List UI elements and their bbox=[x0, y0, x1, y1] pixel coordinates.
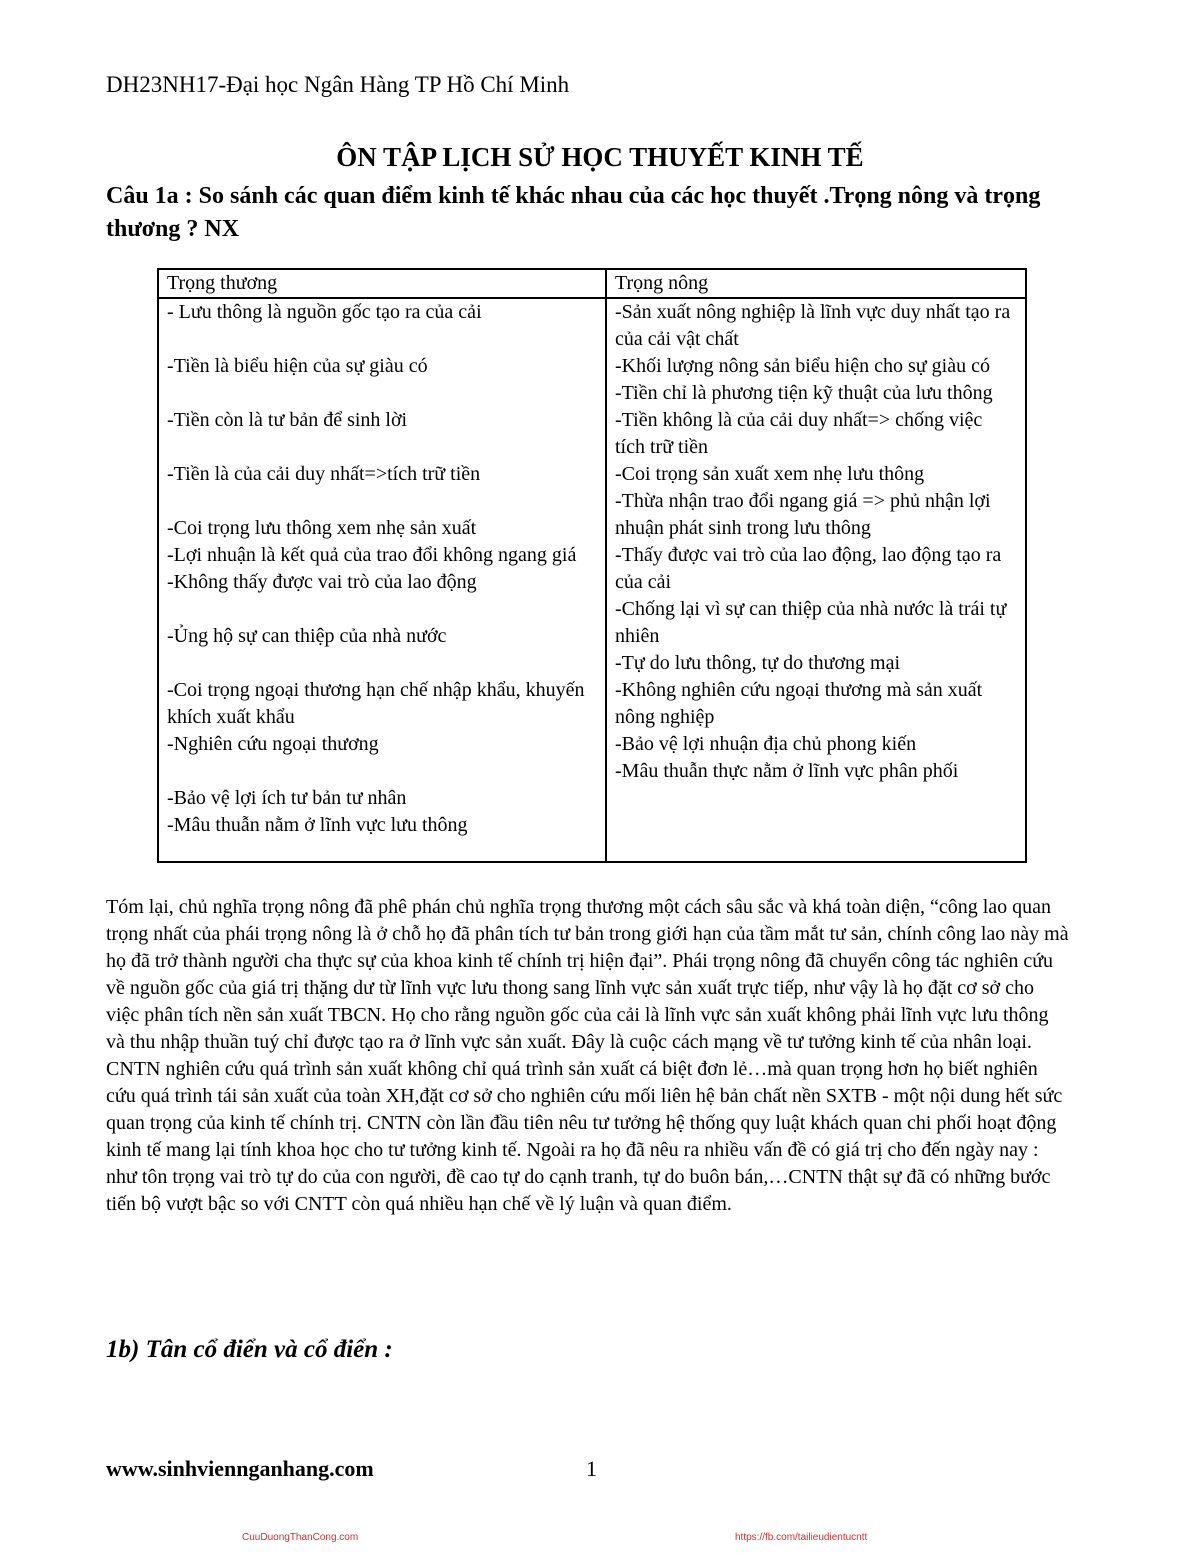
table-cell-text: -Nghiên cứu ngoại thương bbox=[167, 733, 379, 755]
section-heading: 1b) Tân cổ điển và cổ điển : bbox=[106, 1336, 393, 1363]
question-heading: Câu 1a : So sánh các quan điểm kinh tế khác nhau của các học thuyết .Trọng nông và trọng thương ? NX bbox=[106, 183, 1041, 242]
table-cell-text: -Thừa nhận trao đổi ngang giá => phủ nhận lợi nhuận phát sinh trong lưu thông bbox=[615, 490, 991, 539]
mercantilism-column bbox=[158, 298, 606, 862]
table-cell-text: -Chống lại vì sự can thiệp của nhà nước là trái tự nhiên bbox=[615, 598, 1007, 647]
table-cell-text: -Thấy được vai trò của lao động, lao động tạo ra của cải bbox=[615, 544, 1002, 593]
table-cell-text: -Không nghiên cứu ngoại thương mà sản xuất nông nghiệp bbox=[615, 679, 983, 728]
table-cell-text: -Tiền chỉ là phương tiện kỹ thuật của lưu thông bbox=[615, 382, 993, 404]
table-cell-text: -Mâu thuẫn nằm ở lĩnh vực lưu thông bbox=[167, 814, 468, 836]
table-cell-text bbox=[167, 434, 597, 461]
table-cell-text: -Bảo vệ lợi nhuận địa chủ phong kiến bbox=[615, 733, 917, 755]
document-title: ÔN TẬP LỊCH SỬ HỌC THUYẾT KINH TẾ bbox=[336, 142, 864, 172]
table-cell-text: -Ủng hộ sự can thiệp của nhà nước bbox=[167, 625, 447, 647]
table-cell-text: -Lợi nhuận là kết quả của trao đổi không ngang giá bbox=[167, 544, 577, 566]
table-cell-text: -Tiền là biểu hiện của sự giàu có bbox=[167, 355, 428, 377]
comparison-table bbox=[157, 268, 1027, 863]
physiocracy-column bbox=[606, 298, 1026, 862]
table-cell-text bbox=[167, 488, 597, 515]
table-cell-text bbox=[167, 758, 597, 785]
footer-website-link[interactable]: www.sinhviennganhang.com bbox=[106, 1456, 374, 1481]
table-cell-text: - Lưu thông là nguồn gốc tạo ra của cải bbox=[167, 301, 482, 323]
table-cell-text: -Bảo vệ lợi ích tư bản tư nhân bbox=[167, 787, 407, 809]
table-cell-text: -Khối lượng nông sản biểu hiện cho sự giàu có bbox=[615, 355, 990, 377]
table-cell-text: -Tự do lưu thông, tự do thương mại bbox=[615, 652, 901, 674]
table-cell-text: -Tiền không là của cải duy nhất=> chống việc tích trữ tiền bbox=[615, 409, 983, 458]
table-cell-text: -Tiền là của cải duy nhất=>tích trữ tiền bbox=[167, 463, 481, 485]
table-cell-text: -Sản xuất nông nghiệp là lĩnh vực duy nhất tạo ra của cải vật chất bbox=[615, 301, 1011, 350]
table-cell-text bbox=[167, 326, 597, 353]
table-cell-text bbox=[167, 650, 597, 677]
page-number: 1 bbox=[586, 1456, 597, 1481]
table-cell-text: -Coi trọng ngoại thương hạn chế nhập khẩu, khuyến khích xuất khẩu bbox=[167, 679, 585, 728]
watermark-left: CuuDuongThanCong.com bbox=[242, 1532, 359, 1543]
table-cell-text: -Mâu thuẫn thực nằm ở lĩnh vực phân phối bbox=[615, 760, 959, 782]
summary-paragraph: Tóm lại, chủ nghĩa trọng nông đã phê phán chủ nghĩa trọng thương một cách sâu sắc và khá toàn diện, “công lao quan trọng nhất của phái trọng nông là ở chỗ họ đã phân tích tư bản trong giới hạn của tầm mắt tư sản, chính công lao này mà họ đã trở thành người cha thực sự của khoa kinh tế chính trị hiện đại”. Phái trọng nông đã chuyển công tác nghiên cứu về nguồn gốc của giá trị thặng dư từ lĩnh vực lưu thong sang lĩnh vực sản xuất trực tiếp, như vậy là họ đặt cơ sở cho việc phân tích nền sản xuất TBCN. Họ cho rằng nguồn gốc của cải là lĩnh vực sản xuất không phải lĩnh vực lưu thông và thu nhập thuần tuý chỉ được tạo ra ở lĩnh vực sản xuất. Đây là cuộc cách mạng về tư tưởng kinh tế của nhân loại. CNTN nghiên cứu quá trình sản xuất không chỉ quá trình sản xuất cá biệt đơn lẻ…mà quan trọng hơn họ biết nghiên cứu quá trình tái sản xuất của toàn XH,đặt cơ sở cho nghiên cứu mối liên hệ bản chất nền SXTB - một nội dung hết sức quan trọng của kinh tế chính trị. CNTN còn lần đầu tiên nêu tư tưởng hệ thống quy luật khách quan chi phối hoạt động kinh tế mang lại tính khoa học cho tư tưởng kinh tế. Ngoài ra họ đã nêu ra nhiều vấn đề có giá trị cho đến ngày nay : như tôn trọng vai trò tự do của con người, đề cao tự do cạnh tranh, tự do buôn bán,…CNTN thật sự đã có những bước tiến bộ vượt bậc so với CNTT còn quá nhiều hạn chế về lý luận và quan điểm. bbox=[106, 896, 1069, 1215]
table-cell-text: -Coi trọng lưu thông xem nhẹ sản xuất bbox=[167, 517, 477, 539]
table-cell-text bbox=[167, 596, 597, 623]
table-cell-text: -Không thấy được vai trò của lao động bbox=[167, 571, 477, 593]
table-cell-text: -Tiền còn là tư bản để sinh lời bbox=[167, 409, 408, 431]
page-header: DH23NH17-Đại học Ngân Hàng TP Hồ Chí Minh bbox=[106, 72, 570, 97]
table-cell-text: -Coi trọng sản xuất xem nhẹ lưu thông bbox=[615, 463, 925, 485]
table-header-physiocracy: Trọng nông bbox=[606, 269, 1026, 298]
table-header-mercantilism: Trọng thương bbox=[158, 269, 606, 298]
watermark-right: https://fb.com/tailieudientucntt bbox=[735, 1532, 868, 1543]
table-cell-text bbox=[167, 380, 597, 407]
